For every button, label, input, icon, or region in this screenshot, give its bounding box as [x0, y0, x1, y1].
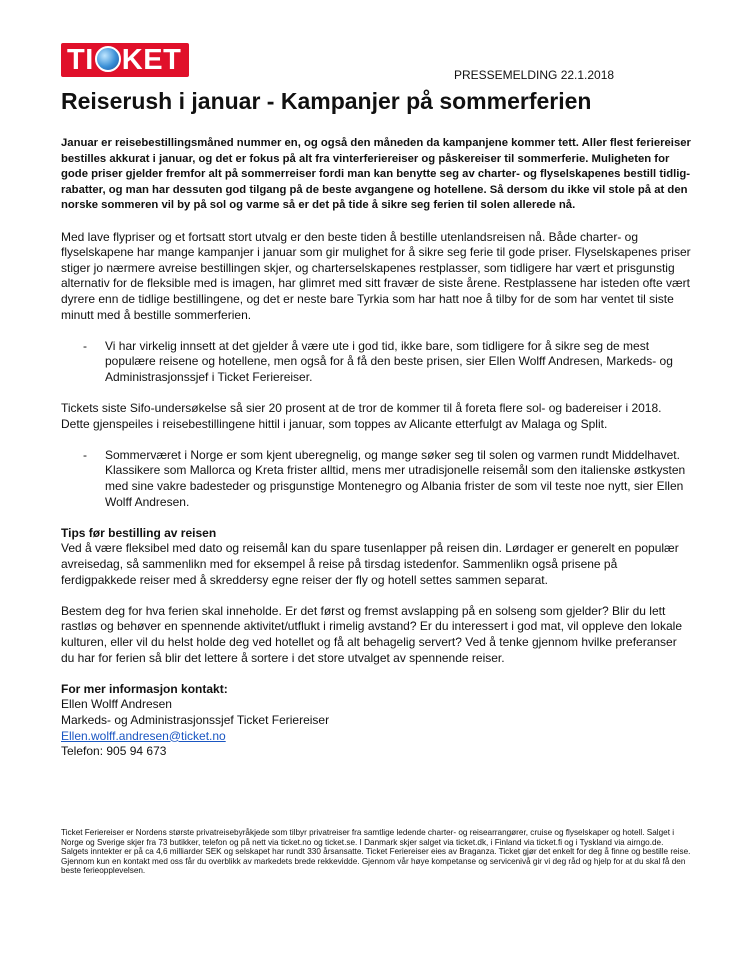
- contact-role: Markeds- og Administrasjonssjef Ticket Feriereiser: [61, 712, 330, 727]
- contact-email-link[interactable]: Ellen.wolff.andresen@ticket.no: [61, 728, 226, 743]
- paragraph-1: Med lave flypriser og et fortsatt stort utvalg er den beste tiden å bestille utenlandsreisen nå. Både charter- og flyselskapene har mange kampanjer i januar som gir mulighet for å sikre seg ferie til gode priser. Flyselskapenes priser stiger jo nærmere avreise bestillingen skjer, og charterselskapenes restplasser, som tidligere har vært et prisgunstig alternativ for de fleksible med is imagen, har glimret med sitt fravær de siste årene. Restplassene har isteden ofte vært dyrere enn de tidlige bestillingene, og det er neste bare Tyrkia som har hatt noe å tilby for de som har ventet til siste minutt med å bestille sommerferien.: [61, 229, 691, 322]
- article-body: [61, 136, 691, 760]
- contact-phone: Telefon: 905 94 673: [61, 744, 167, 759]
- quote-2-text: Sommerværet i Norge er som kjent uberegnelig, og mange søker seg til solen og varmen rundt Middelhavet. Klassikere som Mallorca og Kreta frister alltid, mens mer utradisjonelle reisemål som den italienske østkysten med sine vakre badesteder og prisgunstige Montenegro og Albania frister de som vil teste noe nytt, sier Ellen Wolff Andresen.: [105, 447, 686, 509]
- logo-text-before: TI: [67, 44, 94, 76]
- tips-heading: Tips før bestilling av reisen: [61, 525, 217, 540]
- logo-text-after: KET: [121, 44, 182, 76]
- dash-bullet: -: [83, 338, 87, 353]
- globe-icon: [95, 46, 121, 72]
- quote-2: [61, 448, 691, 510]
- paragraph-2: Tickets siste Sifo-undersøkelse så sier 20 prosent at de tror de kommer til å foreta flere sol- og badereiser i 2018. Dette gjenspeiles i reisebestillingene hittil i januar, som toppes av Alicante etterfulgt av Malaga og Split.: [61, 401, 662, 431]
- tips-paragraph: Ved å være fleksibel med dato og reisemål kan du spare tusenlapper på reisen din. Lørdager er generelt en populær avreisedag, så sammenlikn med for eksempel å reise på tirsdag istedenfor. Sammenlikn også prisene på ferdigpakkede reiser med å skreddersy egne reiser der fly og hotell settes sammen separat.: [61, 541, 679, 587]
- press-release-date: PRESSEMELDING 22.1.2018: [454, 68, 615, 82]
- contact-name: Ellen Wolff Andresen: [61, 697, 172, 712]
- ticket-logo: [61, 43, 189, 77]
- dash-bullet: -: [83, 447, 87, 462]
- footer-boilerplate: Ticket Feriereiser er Nordens største privatreisebyråkjede som tilbyr privatreiser fra samtlige ledende charter- og reisearrangører, cruise og flyselskaper og hotell. Salget i Norge og Sverige skjer fra 73 butikker, telefon og på nett via ticket.no og ticket.se. I Danmark skjer salget via ticket.dk, i Finland via ticket.fi og i Tyskland via airngo.de. Salgets inntekter er på ca 4,6 milliarder SEK og selskapet har rundt 330 årsansatte. Ticket Feriereiser eies av Braganza. Ticket gjør det enkelt for deg å finne og bestille reise. Gjennom kun en kontakt med oss får du overblikk av markedets brede rekkevidde. Gjennom vår høye kompetanse og servicenivå gir vi deg råd og hjelp for at du skal få den beste ferieopplevelsen.: [61, 828, 691, 875]
- contact-heading: For mer informasjon kontakt:: [61, 681, 228, 696]
- quote-1: [61, 339, 691, 386]
- lead-paragraph: Januar er reisebestillingsmåned nummer en, og også den måneden da kampanjene kommer tett. Aller flest feriereiser bestilles akkurat i januar, og det er fokus på alt fra vinterferiereiser og påskereiser til sommerferie. Muligheten for gode priser gjelder fremfor alt på sommerreiser fordi man kan benytte seg av charter- og flyselskapenes bestill tidlig-rabatter, og man har dessuten god tilgang på de beste avgangene og hotellene. Så dersom du ikke vil stole på at den norske sommeren vil by på sol og varme så er det på tide å sikre seg ferien til solen allerede nå.: [61, 137, 691, 212]
- paragraph-3: Bestem deg for hva ferien skal inneholde. Er det først og fremst avslapping på en solseng som gjelder? Blir du lett rastløs og behøver en spennende aktivitet/utflukt i rimelig avstand? Er du interessert i god mat, vil oppleve den lokale kulturen, eller vil du helst holde deg ved hotellet og få alt behagelig servert? Ved å tenke gjennom hvilke preferanser du har for ferien så blir det lettere å sortere i det store utvalget av spennende reiser.: [61, 603, 682, 665]
- page-title: Reiserush i januar - Kampanjer på sommerferien: [61, 88, 592, 114]
- quote-1-text: Vi har virkelig innsett at det gjelder å være ute i god tid, ikke bare, som tidligere for å sikre seg de mest populære reisene og hotellene, men også for å få den beste prisen, sier Ellen Wolff Andresen, Markeds- og Administrasjonssjef i Ticket Feriereiser.: [105, 338, 673, 384]
